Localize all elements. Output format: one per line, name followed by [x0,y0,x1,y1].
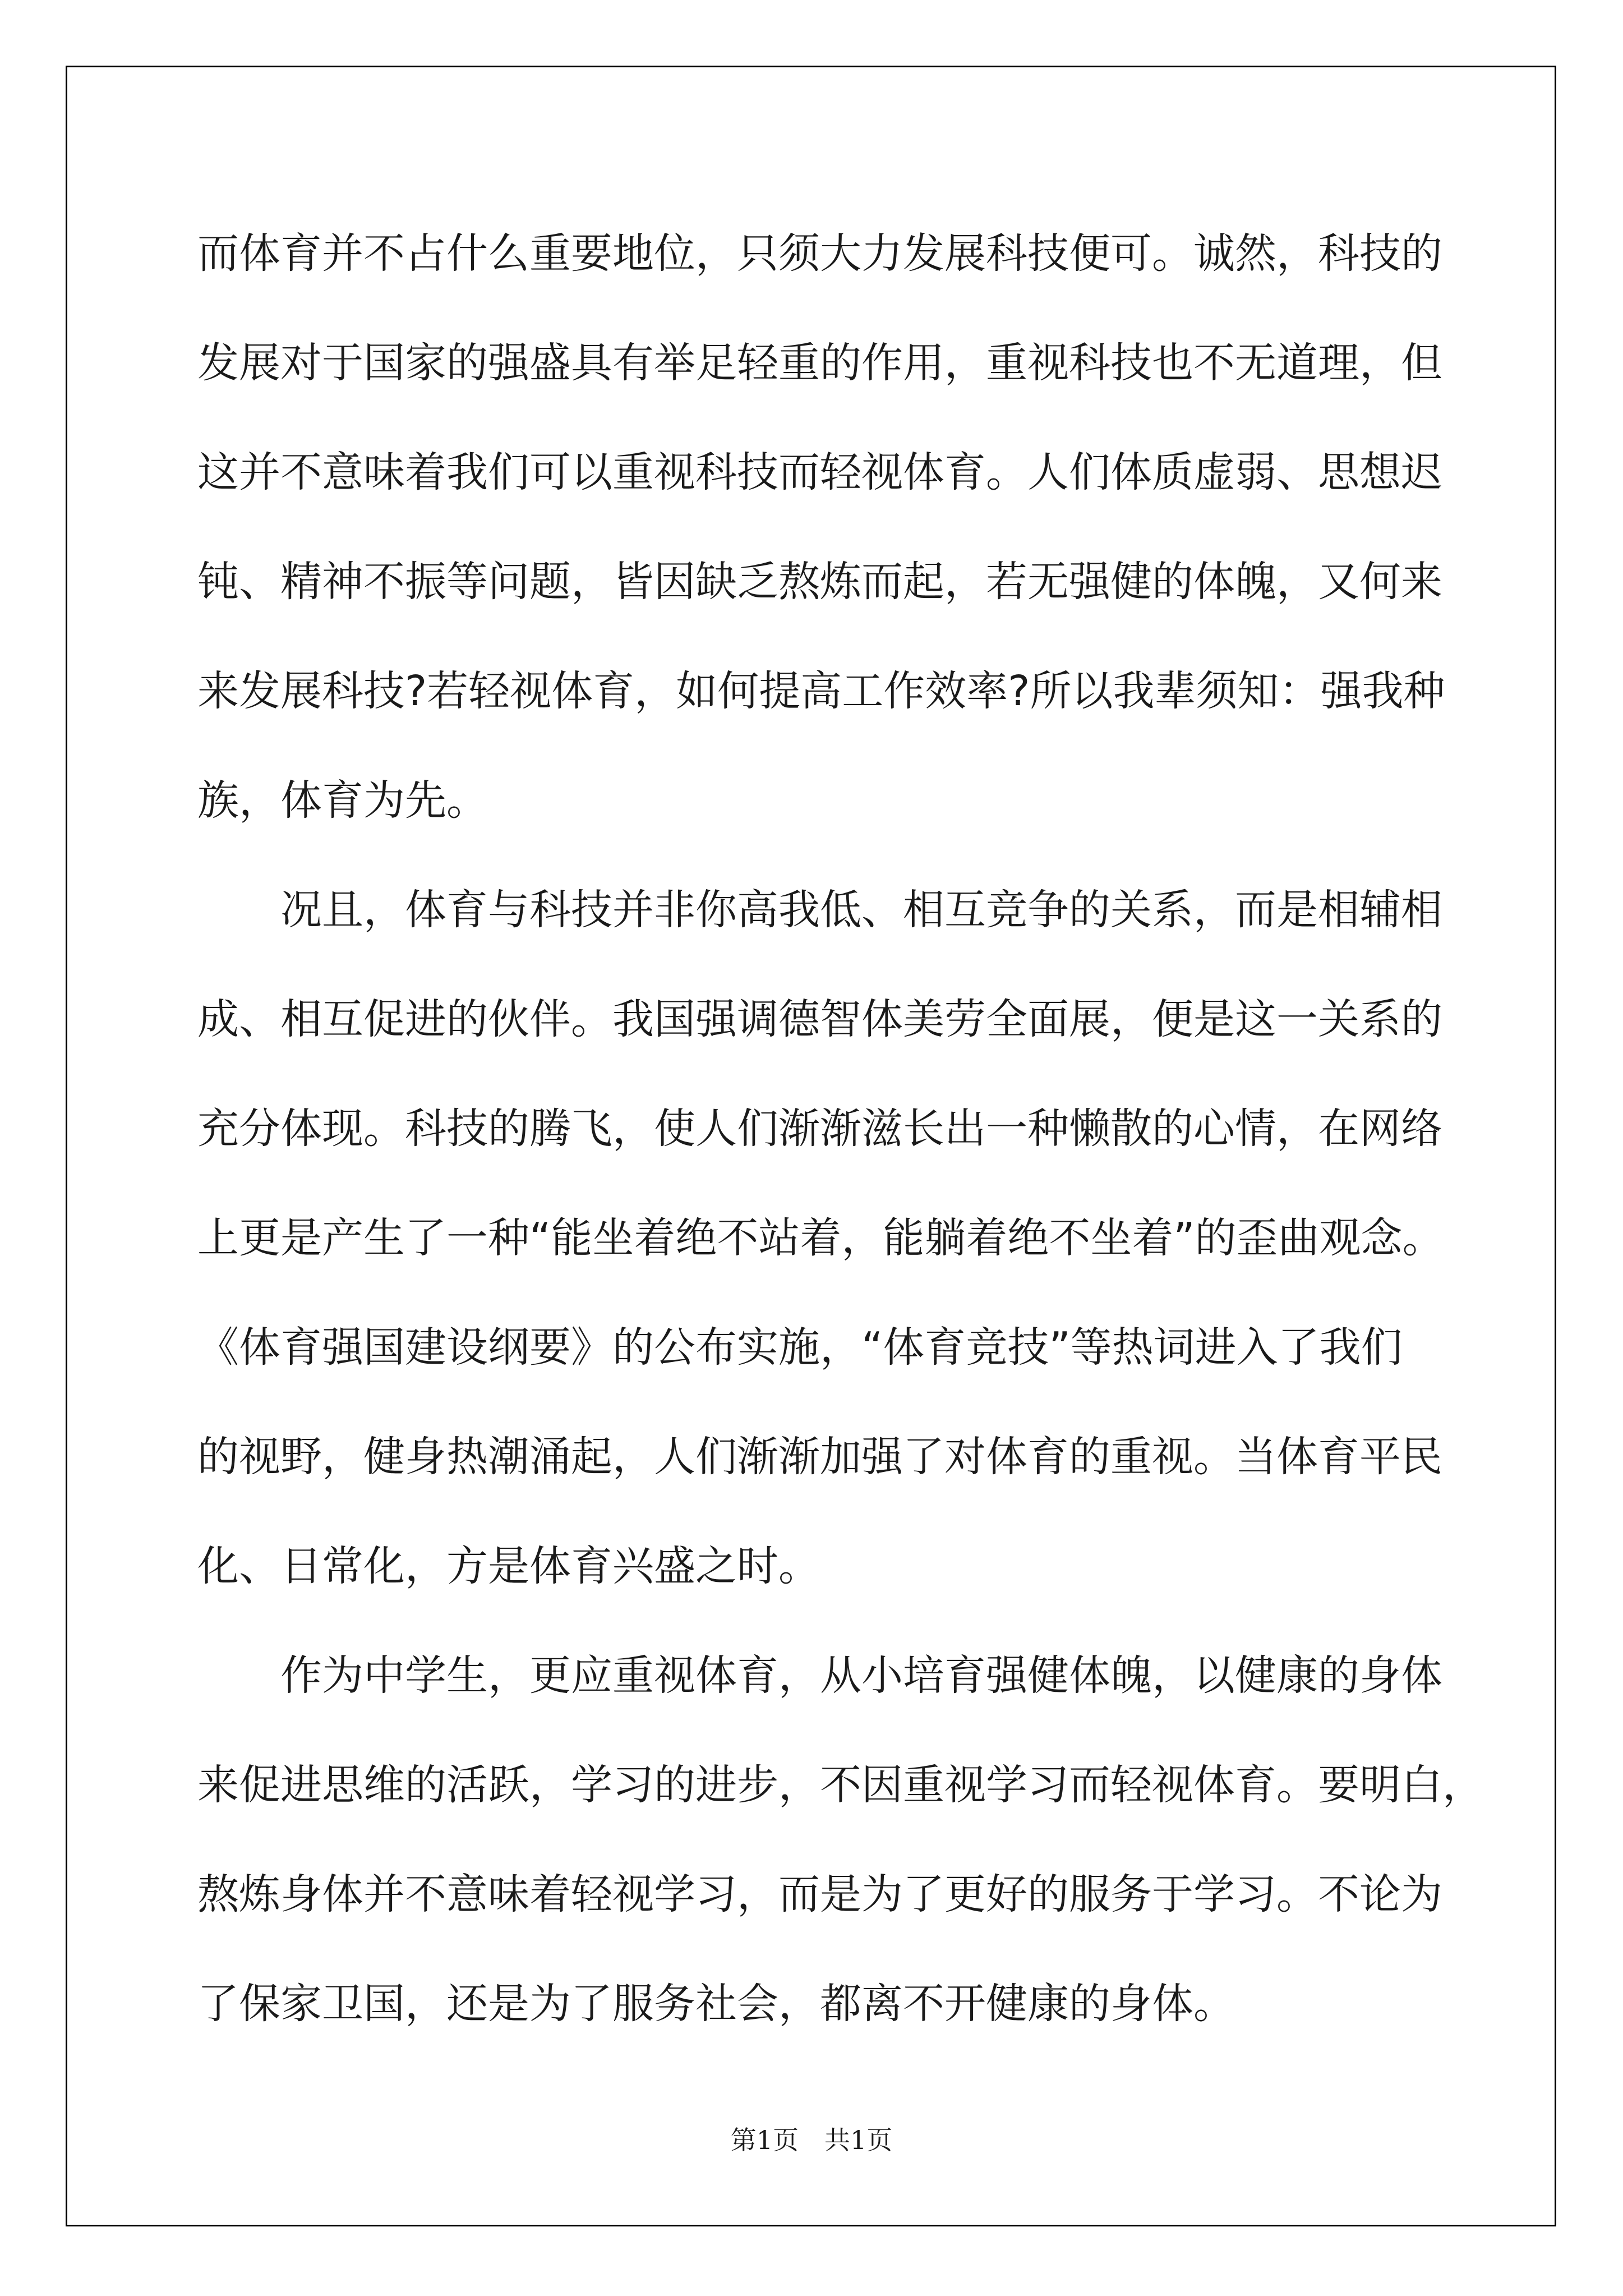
text-line: 《体育强国建设纲要》的公布实施，“体育竞技”等热词进入了我们 [197,1323,1403,1372]
text-line: 的视野，健身热潮涌起，人们渐渐加强了对体育的重视。当体育平民 [197,1433,1442,1481]
text-line: 发展对于国家的强盛具有举足轻重的作用，重视科技也不无道理，但 [197,339,1442,387]
text-line: 充分体现。科技的腾飞，使人们渐渐滋长出一种懒散的心情，在网络 [197,1105,1442,1153]
text-line: 化、日常化，方是体育兴盛之时。 [197,1542,820,1590]
text-line: 而体育并不占什么重要地位，只须大力发展科技便可。诚然，科技的 [197,229,1442,278]
text-line: 了保家卫国，还是为了服务社会，都离不开健康的身体。 [197,1980,1235,2028]
text-line: 熬炼身体并不意味着轻视学习，而是为了更好的服务于学习。不论为 [197,1870,1442,1918]
page-number-footer: 第1页 共1页 [730,2125,893,2155]
text-line: 上更是产生了一种“能坐着绝不站着，能躺着绝不坐着”的歪曲观念。 [197,1214,1444,1262]
text-line: 这并不意味着我们可以重视科技而轻视体育。人们体质虚弱、思想迟 [197,448,1442,496]
text-line: 况且，体育与科技并非你高我低、相互竞争的关系，而是相辅相 [197,886,1442,934]
text-line: 钝、精神不振等问题，皆因缺乏熬炼而起，若无强健的体魄，又何来 [197,558,1442,606]
document-body [197,199,1487,2059]
text-line: 作为中学生，更应重视体育，从小培育强健体魄，以健康的身体 [197,1651,1442,1700]
text-line: 来发展科技?若轻视体育，如何提高工作效率?所以我辈须知：强我种 [197,667,1445,715]
text-line: 成、相互促进的伙伴。我国强调德智体美劳全面展，便是这一关系的 [197,995,1442,1043]
text-line: 来促进思维的活跃，学习的进步，不因重视学习而轻视体育。要明白， [197,1761,1484,1809]
text-line: 族，体育为先。 [197,776,488,825]
